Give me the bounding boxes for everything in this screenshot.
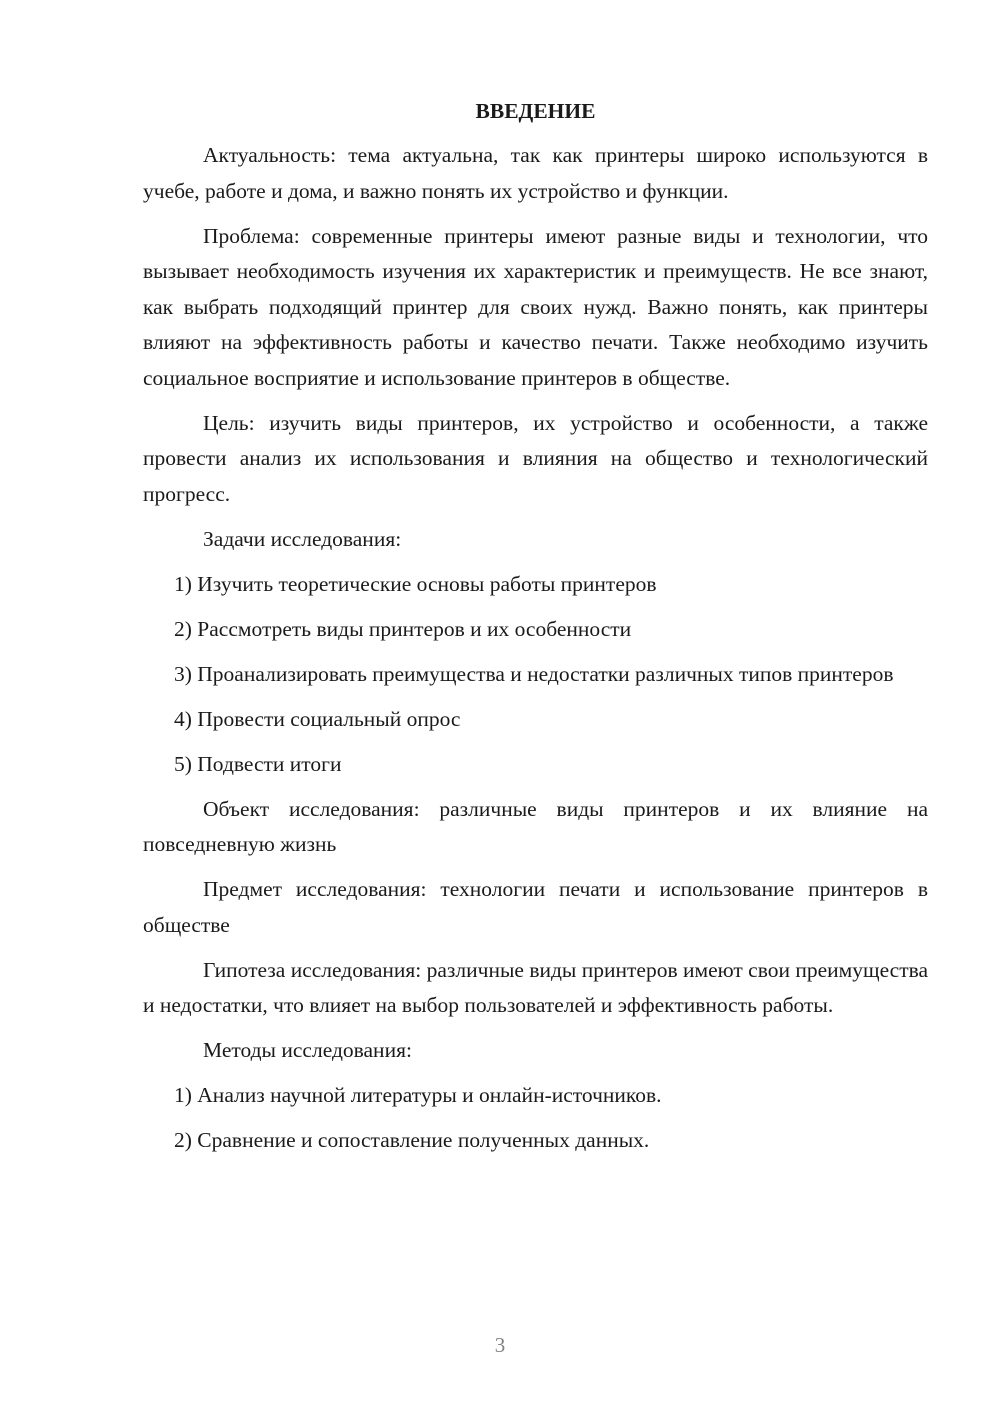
hypothesis-paragraph: Гипотеза исследования: различные виды принтеров имеют свои преимущества и недостатки, что влияет на выбор пользователей и эффективность работы. <box>143 957 929 1017</box>
problem-paragraph: Проблема: современные принтеры имеют разные виды и технологии, что вызывает необходимость изучения их характеристик и преимуществ. Не все знают, как выбрать подходящий принтер для своих нужд. Важно понять, как принтеры влияют на эффективность работы и качество печати. Также необходимо изучить социальное восприятие и использование принтеров в обществе. <box>143 223 928 390</box>
method-item-2: 2) Сравнение и сопоставление полученных данных. <box>174 1128 650 1152</box>
task-item-1: 1) Изучить теоретические основы работы принтеров <box>174 571 657 596</box>
task-item-2: 2) Рассмотреть виды принтеров и их особенности <box>174 616 632 641</box>
task-item-4: 4) Провести социальный опрос <box>174 706 461 731</box>
method-item-1: 1) Анализ научной литературы и онлайн-источников. <box>174 1083 662 1107</box>
page-title: ВВЕДЕНИЕ <box>475 99 596 123</box>
subject-paragraph: Предмет исследования: технологии печати и использование принтеров в обществе <box>143 877 928 937</box>
page-number: 3 <box>494 1333 506 1357</box>
task-item-3: 3) Проанализировать преимущества и недостатки различных типов принтеров <box>174 661 894 686</box>
goal-paragraph: Цель: изучить виды принтеров, их устройство и особенности, а также провести анализ их использования и влияния на общество и технологический прогресс. <box>143 410 928 506</box>
object-paragraph: Объект исследования: различные виды принтеров и их влияние на повседневную жизнь <box>143 796 928 856</box>
methods-heading: Методы исследования: <box>203 1038 412 1062</box>
task-item-5: 5) Подвести итоги <box>174 751 342 776</box>
relevance-paragraph: Актуальность: тема актуальна, так как принтеры широко используются в учебе, работе и дома, и важно понять их устройство и функции. <box>143 143 928 203</box>
tasks-heading: Задачи исследования: <box>203 526 402 551</box>
page-content <box>143 96 928 1168</box>
